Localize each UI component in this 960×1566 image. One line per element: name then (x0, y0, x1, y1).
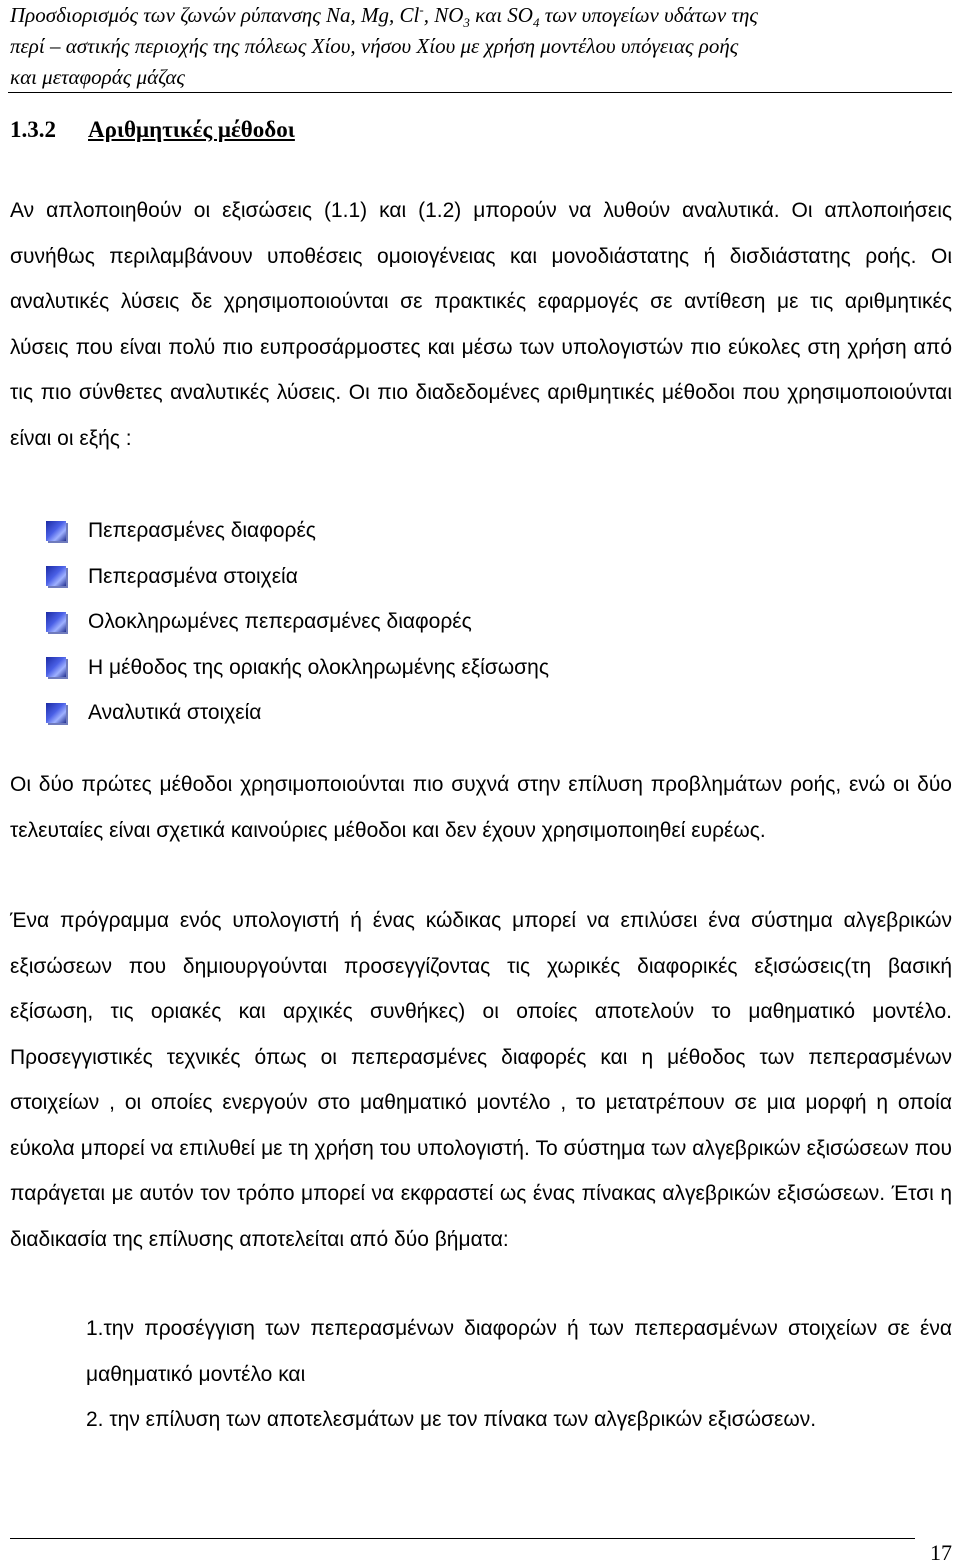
footer-rule (10, 1538, 915, 1539)
paragraph-solution: Ένα πρόγραμμα ενός υπολογιστή ή ένας κώδικας μπορεί να επιλύσει ένα σύστημα αλγεβρικών εξισώσεων που δημιουργούνται προσεγγίζοντας τις χωρικές διαφορικές εξισώσεις(τη βασική εξίσωση, τις οριακές και αρχικές συνθήκες) οι οποίες αποτελούν το μαθηματικό μοντέλο. Προσεγγιστικές τεχνικές όπως οι πεπερασμένες διαφορές και η μέθοδος των πεπερασμένων στοιχείων , οι οποίες ενεργούν στο μαθηματικό μοντέλο , το μετατρέπουν σε μια μορφή η οποία εύκολα μπορεί να επιλυθεί με τη χρήση του υπολογιστή. Το σύστημα των αλγεβρικών εξισώσεων που παράγεται με αυτόν τον τρόπο μπορεί να εκφραστεί ως ένας πίνακας αλγεβρικών εξισώσεων. Έτσι η διαδικασία της επίλυσης αποτελείται από δύο βήματα: (10, 909, 952, 1251)
list-item-label: Αναλυτικά στοιχεία (88, 701, 262, 724)
bullet-icon (46, 521, 66, 541)
list-item-label: Πεπερασμένα στοιχεία (88, 564, 298, 588)
list-item (46, 599, 549, 645)
section-heading (10, 117, 295, 143)
header-text: , NO (423, 3, 464, 27)
bullet-icon (46, 703, 66, 723)
header-line-3: και μεταφοράς μάζας (10, 65, 185, 89)
header-text: των υπογείων υδάτων της (539, 3, 758, 27)
header-subscript: 4 (532, 15, 540, 31)
header-line-1 (10, 0, 950, 31)
bullet-icon (46, 566, 66, 586)
methods-list (46, 508, 549, 736)
header-text: και SO (469, 3, 533, 27)
list-item-label: Πεπερασμένες διαφορές (88, 519, 316, 542)
bullet-icon (46, 612, 66, 632)
bullet-icon (46, 657, 66, 677)
step-2: 2. την επίλυση των αποτελεσμάτων με τον πίνακα των αλγεβρικών εξισώσεων. (86, 1408, 817, 1431)
header-text: Προσδιορισμός των ζωνών ρύπανσης Na, Mg, Cl (10, 3, 420, 27)
list-item (46, 645, 549, 691)
list-item (46, 690, 549, 736)
paragraph-usage: Οι δύο πρώτες μέθοδοι χρησιμοποιούνται πιο συχνά στην επίλυση προβλημάτων ροής, ενώ οι δύο τελευταίες είναι σχετικά καινούριες μέθοδοι και δεν έχουν χρησιμοποιηθεί ευρέως. (10, 773, 952, 842)
header-line-2: περί – αστικής περιοχής της πόλεως Χίου, νήσου Χίου με χρήση μοντέλου υπόγειας ροής (10, 34, 739, 58)
header-superscript: - (419, 2, 424, 17)
step-1: 1.την προσέγγιση των πεπερασμένων διαφορών ή των πεπερασμένων στοιχείων σε ένα μαθηματικό μοντέλο και (86, 1317, 952, 1386)
running-header (10, 0, 950, 93)
section-number: 1.3.2 (10, 117, 56, 142)
list-item (46, 508, 549, 554)
list-item (46, 554, 549, 600)
header-rule (8, 92, 952, 93)
paragraph-intro: Αν απλοποιηθούν οι εξισώσεις (1.1) και (1.2) μπορούν να λυθούν αναλυτικά. Οι απλοποιήσεις συνήθως περιλαμβάνουν υποθέσεις ομοιογένειας και μονοδιάστατης ή δισδιάστατης ροής. Οι αναλυτικές λύσεις δε χρησιμοποιούνται σε πρακτικές εφαρμογές σε αντίθεση με τις αριθμητικές λύσεις που είναι πολύ πιο ευπροσάρμοστες και μέσω των υπολογιστών πιο εύκολες στη χρήση από τις πιο σύνθετες αναλυτικές λύσεις. Οι πιο διαδεδομένες αριθμητικές μέθοδοι που χρησιμοποιούνται είναι οι εξής : (10, 199, 952, 450)
header-subscript: 3 (463, 15, 470, 31)
page-number: 17 (930, 1540, 952, 1565)
section-title: Αριθμητικές μέθοδοι (88, 117, 295, 142)
list-item-label: Η μέθοδος της οριακής ολοκληρωμένης εξίσωσης (88, 655, 549, 679)
list-item-label: Ολοκληρωμένες πεπερασμένες διαφορές (88, 610, 472, 633)
